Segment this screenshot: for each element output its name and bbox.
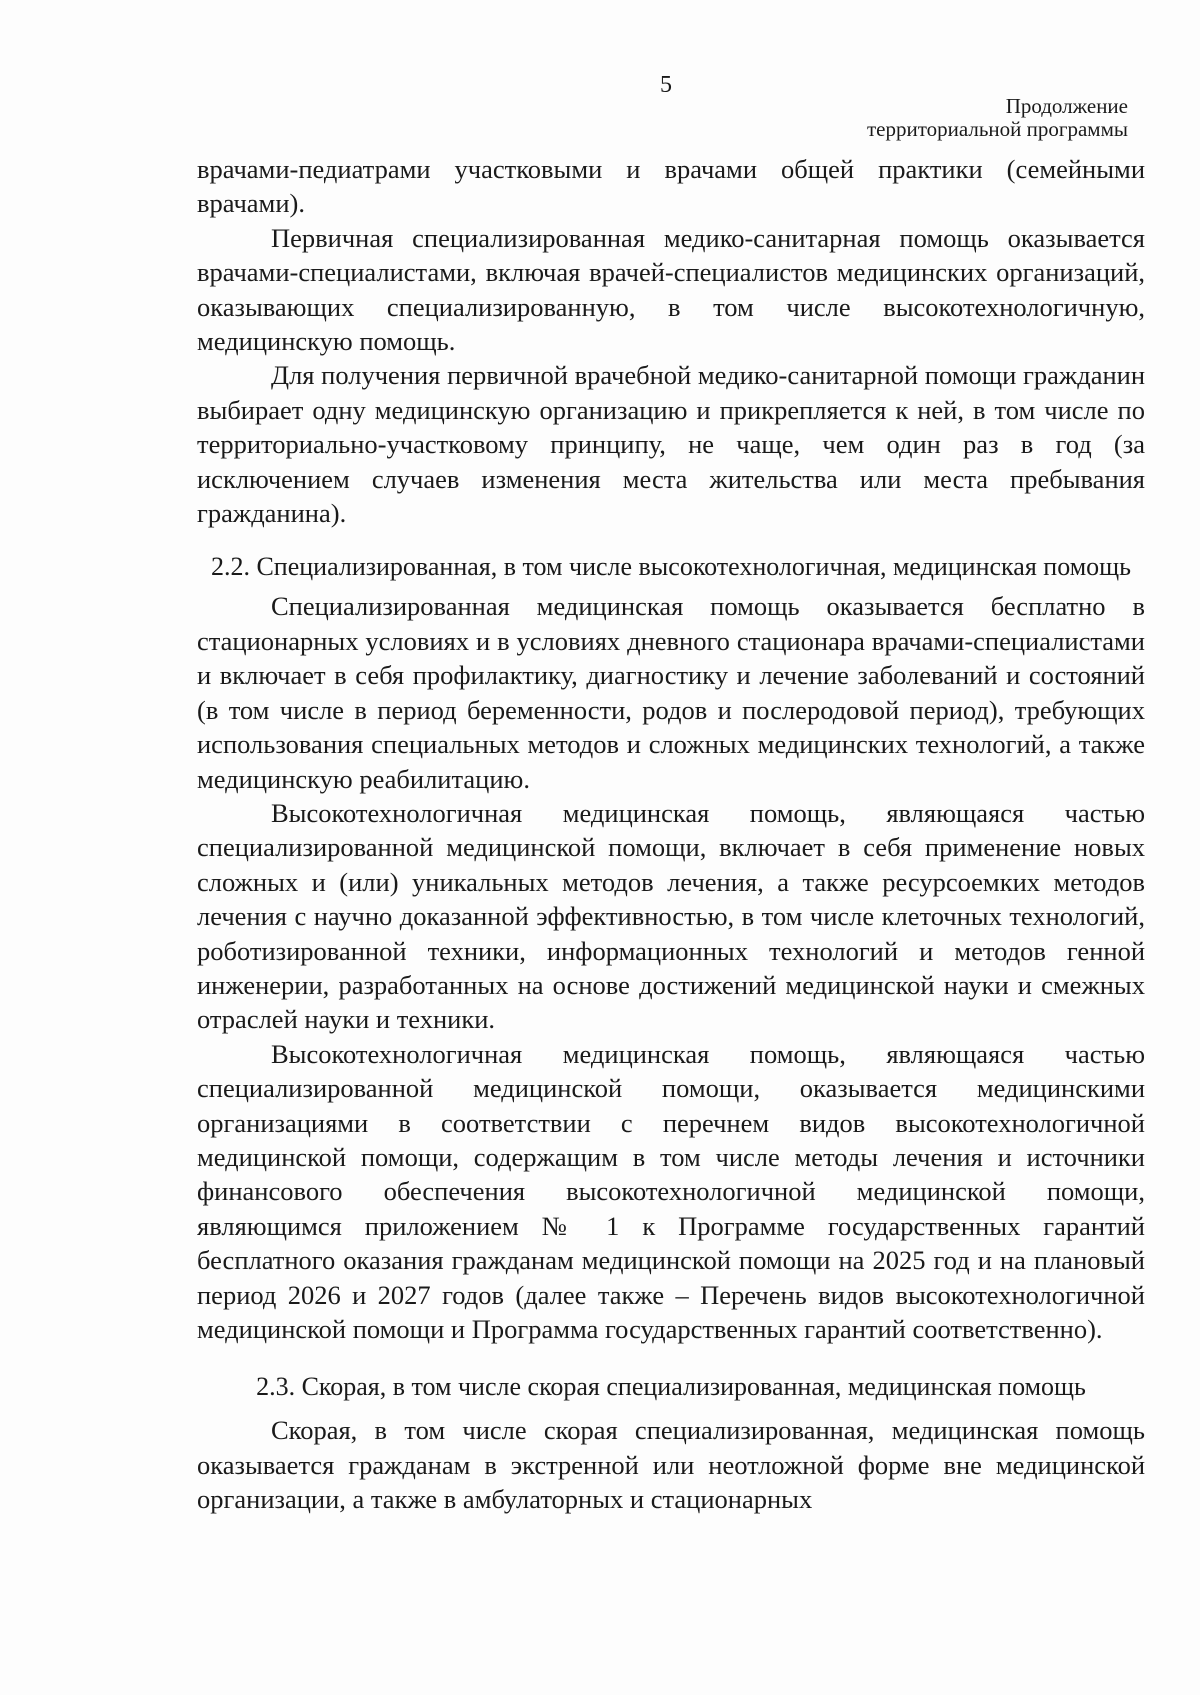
section-heading-2-2: 2.2. Специализированная, в том числе высокотехнологичная, медицинская помощь [210,552,1132,582]
paragraph-2: Первичная специализированная медико-санитарная помощь оказывается врачами-специалистами, включая врачей-специалистов медицинских организаций, оказывающих специализированную, в том числе высокотехнологичную, медицинскую помощь. [197,222,1145,357]
paragraph-5: Высокотехнологичная медицинская помощь, являющаяся частью специализированной медицинской помощи, включает в себя применение новых сложных и (или) уникальных методов лечения, а также ресурсоемких методов лечения с научно доказанной эффективностью, в том числе клеточных технологий, роботизированной техники, информационных технологий и методов генной инженерии, разработанных на основе достижений медицинской науки и смежных отраслей науки и техники. [197,797,1145,1035]
document-body [197,152,1145,1517]
section-heading-2-3: 2.3. Скорая, в том числе скорая специализированная, медицинская помощь [256,1372,1086,1402]
continuation-line-1: Продолжение [1005,94,1128,118]
continuation-note [867,95,1128,141]
paragraph-4: Специализированная медицинская помощь оказывается бесплатно в стационарных условиях и в условиях дневного стационара врачами-специалистами и включает в себя профилактику, диагностику и лечение заболеваний и состояний (в том числе в период беременности, родов и послеродовой период), требующих использования специальных методов и сложных медицинских технологий, а также медицинскую реабилитацию. [197,591,1145,794]
page-number: 5 [660,72,672,98]
continuation-line-2: территориальной программы [866,117,1128,141]
paragraph-3: Для получения первичной врачебной медико-санитарной помощи гражданин выбирает одну медицинскую организацию и прикрепляется к ней, в том числе по территориально-участковому принципу, не чаще, чем один раз в год (за исключением случаев изменения места жительства или места пребывания гражданина). [197,360,1145,529]
paragraph-7: Скорая, в том числе скорая специализированная, медицинская помощь оказывается гражданам в экстренной или неотложной форме вне медицинской организации, а также в амбулаторных и стационарных [197,1415,1145,1515]
paragraph-6: Высокотехнологичная медицинская помощь, являющаяся частью специализированной медицинской помощи, оказывается медицинскими организациями в соответствии с перечнем видов высокотехнологичной медицинской помощи, содержащим в том числе методы лечения и источники финансового обеспечения высокотехнологичной медицинской помощи, являющимся приложением № 1 к Программе государственных гарантий бесплатного оказания гражданам медицинской помощи на 2025 год и на плановый период 2026 и 2027 годов (далее также – Перечень видов высокотехнологичной медицинской помощи и Программа государственных гарантий соответственно). [197,1038,1145,1344]
paragraph-1: врачами-педиатрами участковыми и врачами общей практики (семейными врачами). [197,154,1145,219]
